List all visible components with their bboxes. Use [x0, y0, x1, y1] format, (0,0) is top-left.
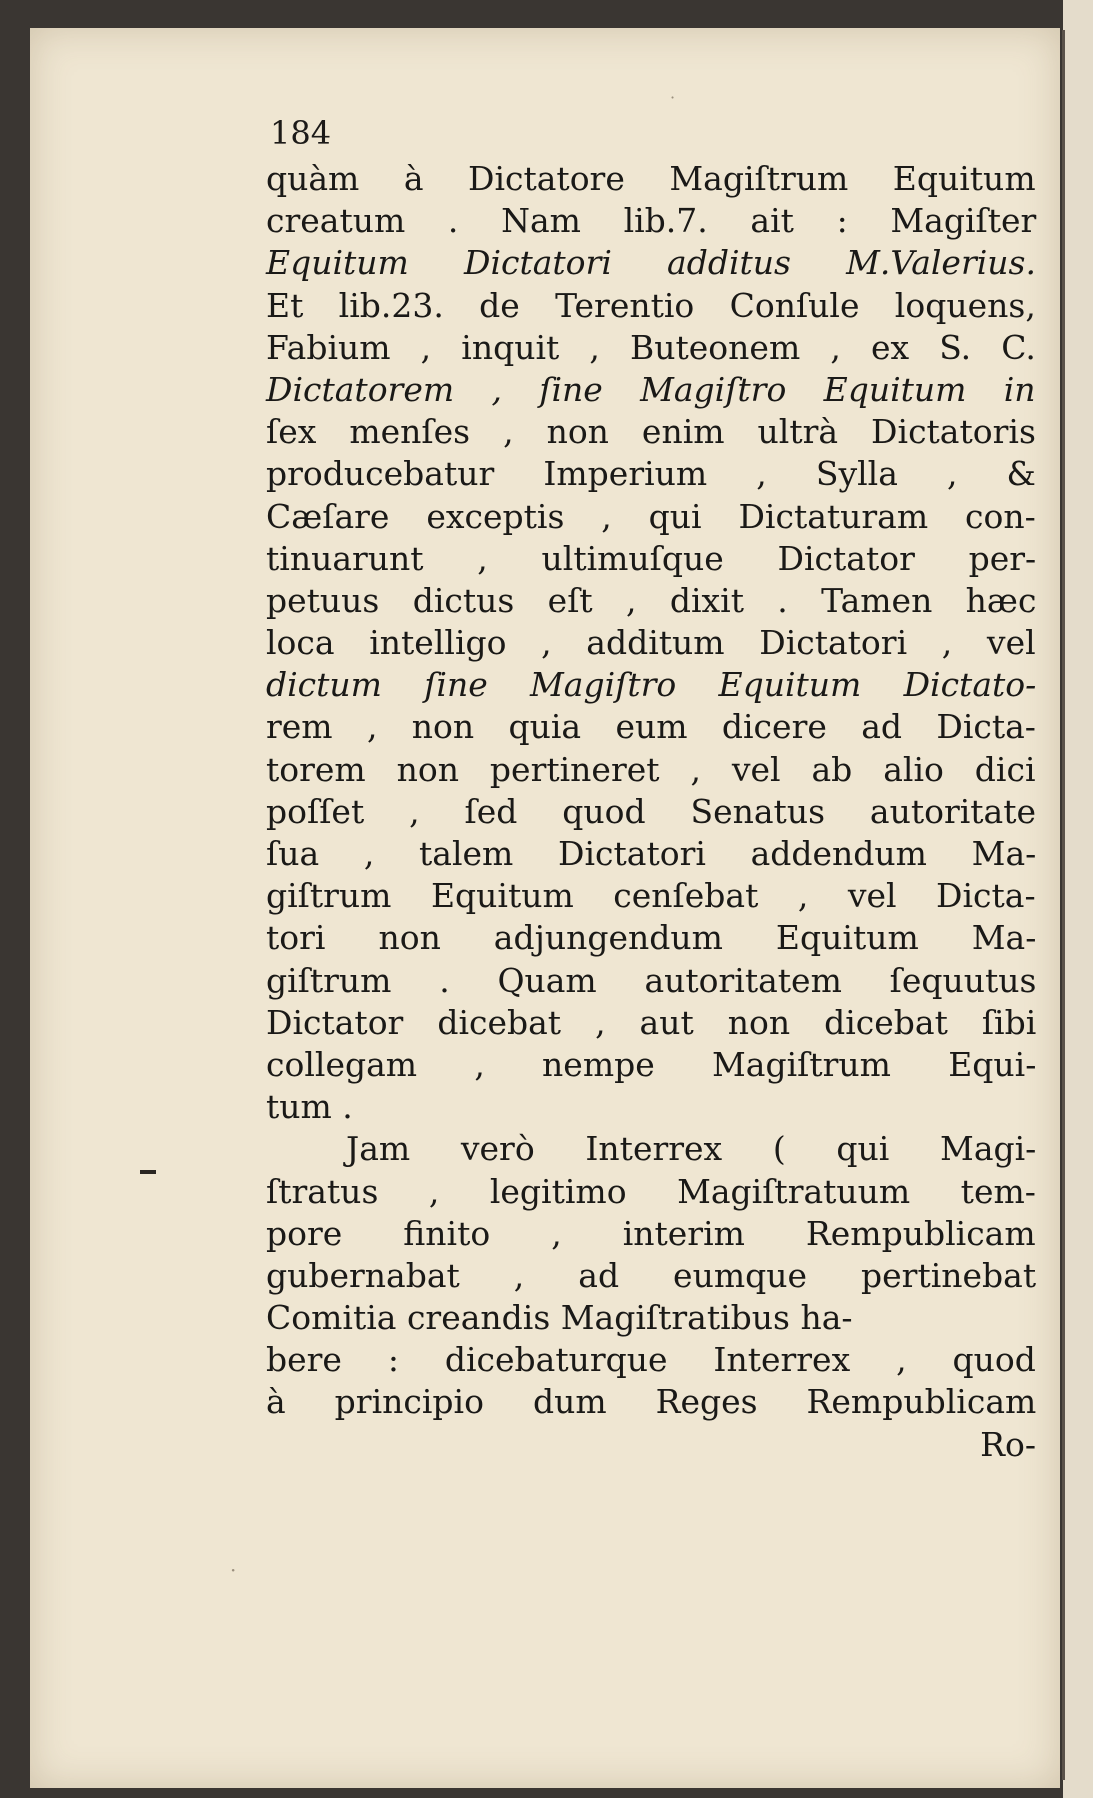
text-line [266, 285, 1036, 327]
text-line [266, 1339, 1036, 1381]
paper-speck: · [230, 1558, 237, 1582]
text-line [266, 1171, 1036, 1213]
text-line-content: à principio dum Reges Rempublicam [266, 1382, 1037, 1422]
text-line-content: quàm à Dictatore Magiſtrum Equitum [266, 159, 1036, 198]
text-line-content: giſtrum Equitum cenſebat , vel Dicta- [266, 876, 1036, 916]
book-page [30, 28, 1060, 1788]
text-line [266, 453, 1036, 495]
text-line-content: Comitia creandis Magiſtratibus ha- [266, 1298, 853, 1338]
text-line [266, 1044, 1036, 1086]
text-line [266, 791, 1036, 833]
text-line-content: Et lib.23. de Terentio Conſule loquens, [266, 285, 1036, 325]
text-line [266, 1086, 1036, 1128]
catchword-line [266, 1424, 1036, 1466]
text-line [266, 369, 1036, 411]
text-line-content: tori non adjungendum Equitum Ma- [266, 918, 1037, 958]
text-line-content: Dictatorem , ſine Magiſtro Equitum in [266, 369, 1036, 409]
text-line-content: rem , non quia eum dicere ad Dicta- [266, 707, 1036, 747]
text-line [266, 1381, 1036, 1423]
text-line-content: Dictator dicebat , aut non dicebat ſibi [266, 1002, 1037, 1042]
text-line-content: creatum . Nam lib.7. ait : Magiſter [266, 201, 1037, 241]
text-line-content: collegam , nempe Magiſtrum Equi- [266, 1044, 1037, 1084]
paper-speck: · [670, 88, 676, 107]
text-line [266, 1128, 1036, 1170]
text-line [266, 749, 1036, 791]
text-line-content: ſtratus , legitimo Magiſtratuum tem- [266, 1171, 1036, 1211]
text-line-content: giſtrum . Quam autoritatem ſequutus [266, 960, 1037, 1000]
text-line [266, 664, 1036, 706]
text-line [266, 1002, 1036, 1044]
text-line-content: pore finito , interim Rempublicam [266, 1213, 1036, 1253]
text-line-content: bere : dicebaturque Interrex , quod [266, 1340, 1036, 1380]
text-line [266, 1297, 1036, 1339]
page-gutter-line [1062, 30, 1065, 1780]
adjacent-page-edge [1063, 0, 1093, 1798]
text-line [266, 706, 1036, 748]
text-line [266, 327, 1036, 369]
text-line-content: Cæſare exceptis , qui Dictaturam con- [266, 496, 1036, 536]
text-line [266, 580, 1036, 622]
text-line [266, 917, 1036, 959]
text-line-content: loca intelligo , additum Dictatori , vel [266, 623, 1036, 663]
text-line-content: poſſet , ſed quod Senatus autoritate [266, 791, 1037, 831]
text-line-content: ſex menſes , non enim ultrà Dictatoris [266, 412, 1036, 452]
text-line-content: Equitum Dictatori additus M.Valerius. [266, 243, 1036, 283]
text-line [266, 1255, 1036, 1297]
text-line [266, 960, 1036, 1002]
text-line [266, 833, 1036, 875]
text-line-content: petuus dictus eſt , dixit . Tamen hæc [266, 580, 1037, 620]
text-line-content: ſua , talem Dictatori addendum Ma- [266, 834, 1037, 873]
text-line-content: dictum ſine Magiſtro Equitum Dictato- [266, 665, 1037, 705]
body-text [266, 158, 1036, 1466]
text-line-content: tum . [266, 1087, 353, 1127]
margin-mark [140, 1170, 156, 1174]
text-line [266, 158, 1036, 200]
page-number: 184 [270, 114, 332, 152]
text-line-content: torem non pertineret , vel ab alio dici [266, 749, 1036, 789]
text-line-content: producebatur Imperium , Sylla , & [266, 454, 1036, 494]
catchword: Ro- [980, 1424, 1036, 1464]
text-line-content: Jam verò Interrex ( qui Magi- [346, 1129, 1037, 1169]
text-line [266, 875, 1036, 917]
text-line [266, 242, 1036, 284]
text-line [266, 496, 1036, 538]
text-line-content: tinuarunt , ultimuſque Dictator per- [266, 538, 1037, 578]
text-line [266, 622, 1036, 664]
text-line-content: gubernabat , ad eumque pertinebat [266, 1255, 1037, 1295]
text-line-content: Fabium , inquit , Buteonem , ex S. C. [266, 327, 1036, 367]
text-line [266, 1213, 1036, 1255]
text-line [266, 200, 1036, 242]
text-line [266, 411, 1036, 453]
text-line [266, 538, 1036, 580]
